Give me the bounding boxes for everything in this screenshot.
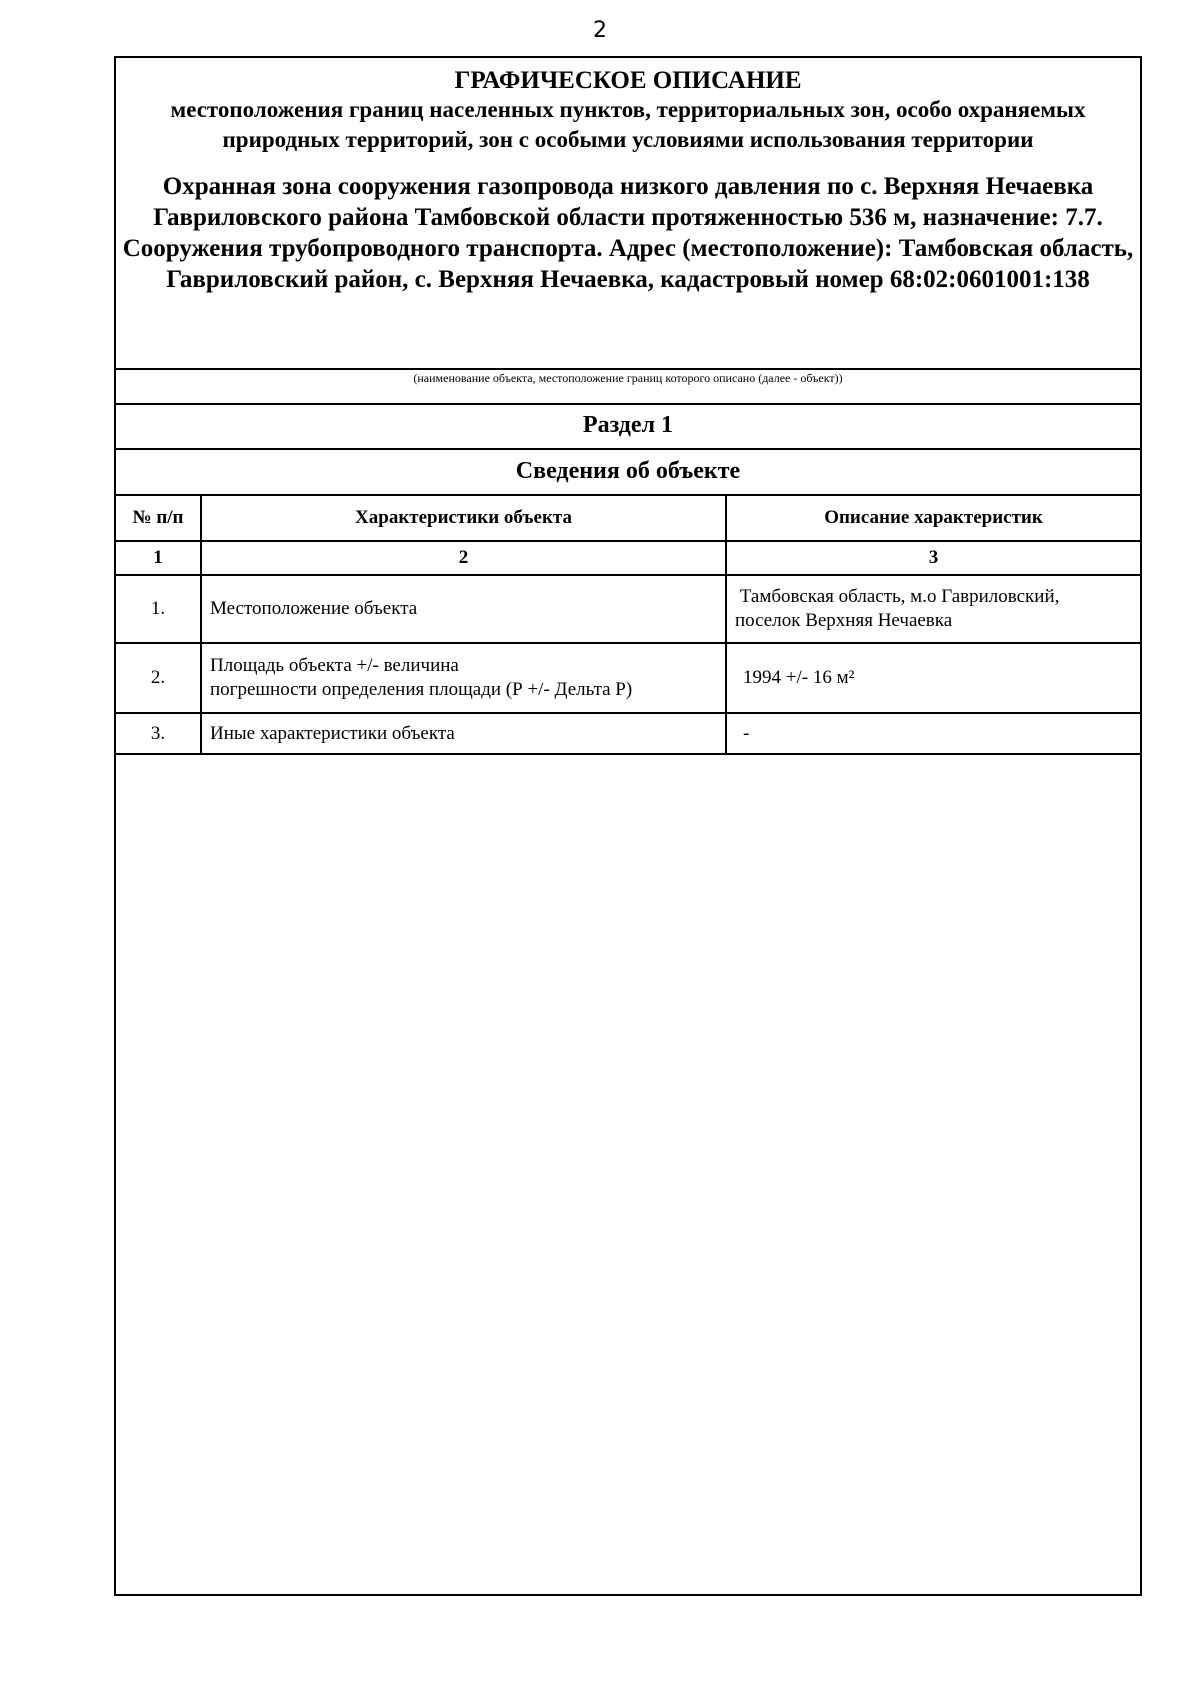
table-row-characteristic — [202, 644, 725, 712]
section-subtitle: Сведения об объекте — [515, 458, 741, 484]
characteristic-line: погрешности определения площади (Р +/- Дельта Р) — [210, 679, 633, 700]
table-bottom-border — [116, 753, 1140, 755]
document-title: ГРАФИЧЕСКОЕ ОПИСАНИЕ — [454, 67, 802, 94]
table-header-num: № п/п — [132, 507, 184, 528]
object-caption: (наименование объекта, местоположение границ которого описано (далее - объект)) — [413, 371, 843, 385]
table-row-number: 3. — [150, 722, 166, 744]
table-row-characteristic: Местоположение объекта — [210, 598, 418, 619]
divider — [116, 403, 1140, 405]
characteristic-line: Площадь объекта +/- величина — [210, 655, 459, 676]
table-column-number: 2 — [458, 547, 469, 568]
divider — [116, 448, 1140, 450]
table-row-description — [727, 576, 1140, 642]
table-header-characteristic: Характеристики объекта — [355, 507, 572, 528]
description-line: Тамбовская область, м.о Гавриловский, — [735, 586, 1060, 607]
table-row-characteristic: Иные характеристики объекта — [210, 722, 455, 744]
table-row-description: - — [743, 722, 750, 744]
table-column-number: 3 — [928, 547, 939, 568]
table-column-number: 1 — [153, 547, 163, 568]
document-subtitle: местоположения границ населенных пунктов, территориальных зон, особо охраняемых природных территорий, зон с особыми условиями использования территории — [170, 97, 1086, 152]
document-frame — [114, 56, 1142, 1596]
table-row-number: 2. — [150, 667, 166, 688]
table-header-description: Описание характеристик — [824, 507, 1043, 528]
page-number: 2 — [593, 18, 607, 43]
object-name: Охранная зона сооружения газопровода низкого давления по с. Верхняя Нечаевка Гавриловского района Тамбовской области протяженностью 536 м, назначение: 7.7. Сооружения трубопроводного транспорта. Адрес (местоположение): Тамбовская область, Гавриловский район, с. Верхняя Нечаевка, кадастровый номер 68:02:0601001:138 — [122, 173, 1134, 293]
section-title: Раздел 1 — [582, 412, 674, 438]
description-line: поселок Верхняя Нечаевка — [735, 610, 953, 631]
table-row-description: 1994 +/- 16 м² — [743, 667, 855, 688]
table-row-number: 1. — [150, 598, 166, 619]
document-header — [116, 58, 1140, 368]
